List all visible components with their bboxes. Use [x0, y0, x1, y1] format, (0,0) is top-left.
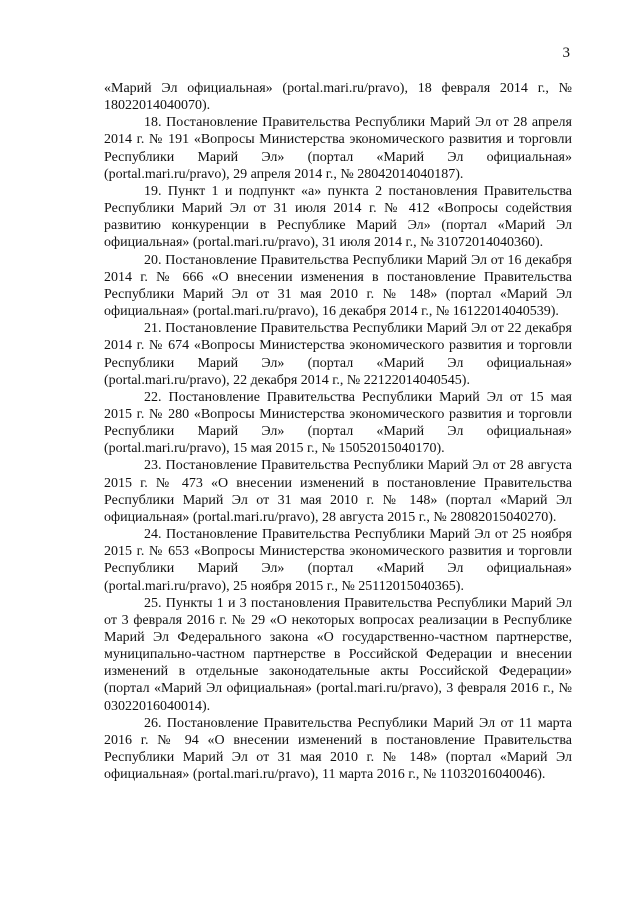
page-number: 3	[562, 45, 570, 61]
document-paragraph: 20. Постановление Правительства Республики Марий Эл от 16 декабря 2014 г. № 666 «О внесении изменения в постановление Правительства Республики Марий Эл от 31 мая 2010 г. № 148» (портал «Марий Эл официальная» (portal.mari.ru/pravo), 16 декабря 2014 г., № 16122014040539).	[104, 252, 572, 320]
document-body	[104, 80, 572, 783]
document-paragraph: 23. Постановление Правительства Республики Марий Эл от 28 августа 2015 г. № 473 «О внесении изменений в постановление Правительства Республики Марий Эл от 31 мая 2010 г. № 148» (портал «Марий Эл официальная» (portal.mari.ru/pravo), 28 августа 2015 г., № 28082015040270).	[104, 458, 572, 525]
document-paragraph: 19. Пункт 1 и подпункт «а» пункта 2 постановления Правительства Республики Марий Эл от 31 июля 2014 г. № 412 «Вопросы содействия развитию конкуренции в Республике Марий Эл» (портал «Марий Эл официальная» (portal.mari.ru/pravo), 31 июля 2014 г., № 31072014040360).	[104, 183, 572, 251]
document-paragraph: 24. Постановление Правительства Республики Марий Эл от 25 ноября 2015 г. № 653 «Вопросы Министерства экономического развития и торговли Республики Марий Эл» (портал «Марий Эл официальная» (portal.mari.ru/pravo), 25 ноября 2015 г., № 25112015040365).	[104, 527, 572, 594]
document-paragraph: 25. Пункты 1 и 3 постановления Правительства Республики Марий Эл от 3 февраля 2016 г. № 29 «О некоторых вопросах реализации в Республике Марий Эл Федерального закона «О государственно-частном партнерстве, муниципально-частном партнерстве в Российской Федерации и внесении изменений в отдельные законодательные акты Российской Федерации» (портал «Марий Эл официальная» (portal.mari.ru/pravo), 3 февраля 2016 г., № 03022016040014).	[104, 595, 572, 714]
document-paragraph: 18. Постановление Правительства Республики Марий Эл от 28 апреля 2014 г. № 191 «Вопросы Министерства экономического развития и торговли Республики Марий Эл» (портал «Марий Эл официальная» (portal.mari.ru/pravo), 29 апреля 2014 г., № 28042014040187).	[104, 115, 572, 182]
document-paragraph: 26. Постановление Правительства Республики Марий Эл от 11 марта 2016 г. № 94 «О внесении изменений в постановление Правительства Республики Марий Эл от 31 мая 2010 г. № 148» (портал «Марий Эл официальная» (portal.mari.ru/pravo), 11 марта 2016 г., № 11032016040046).	[104, 715, 572, 783]
document-paragraph: 22. Постановление Правительства Республики Марий Эл от 15 мая 2015 г. № 280 «Вопросы Министерства экономического развития и торговли Республики Марий Эл» (портал «Марий Эл официальная» (portal.mari.ru/pravo), 15 мая 2015 г., № 15052015040170).	[104, 389, 572, 457]
document-paragraph: 21. Постановление Правительства Республики Марий Эл от 22 декабря 2014 г. № 674 «Вопросы Министерства экономического развития и торговли Республики Марий Эл» (портал «Марий Эл официальная» (portal.mari.ru/pravo), 22 декабря 2014 г., № 22122014040545).	[104, 321, 572, 388]
document-paragraph: «Марий Эл официальная» (portal.mari.ru/pravo), 18 февраля 2014 г., № 18022014040070).	[104, 81, 572, 114]
